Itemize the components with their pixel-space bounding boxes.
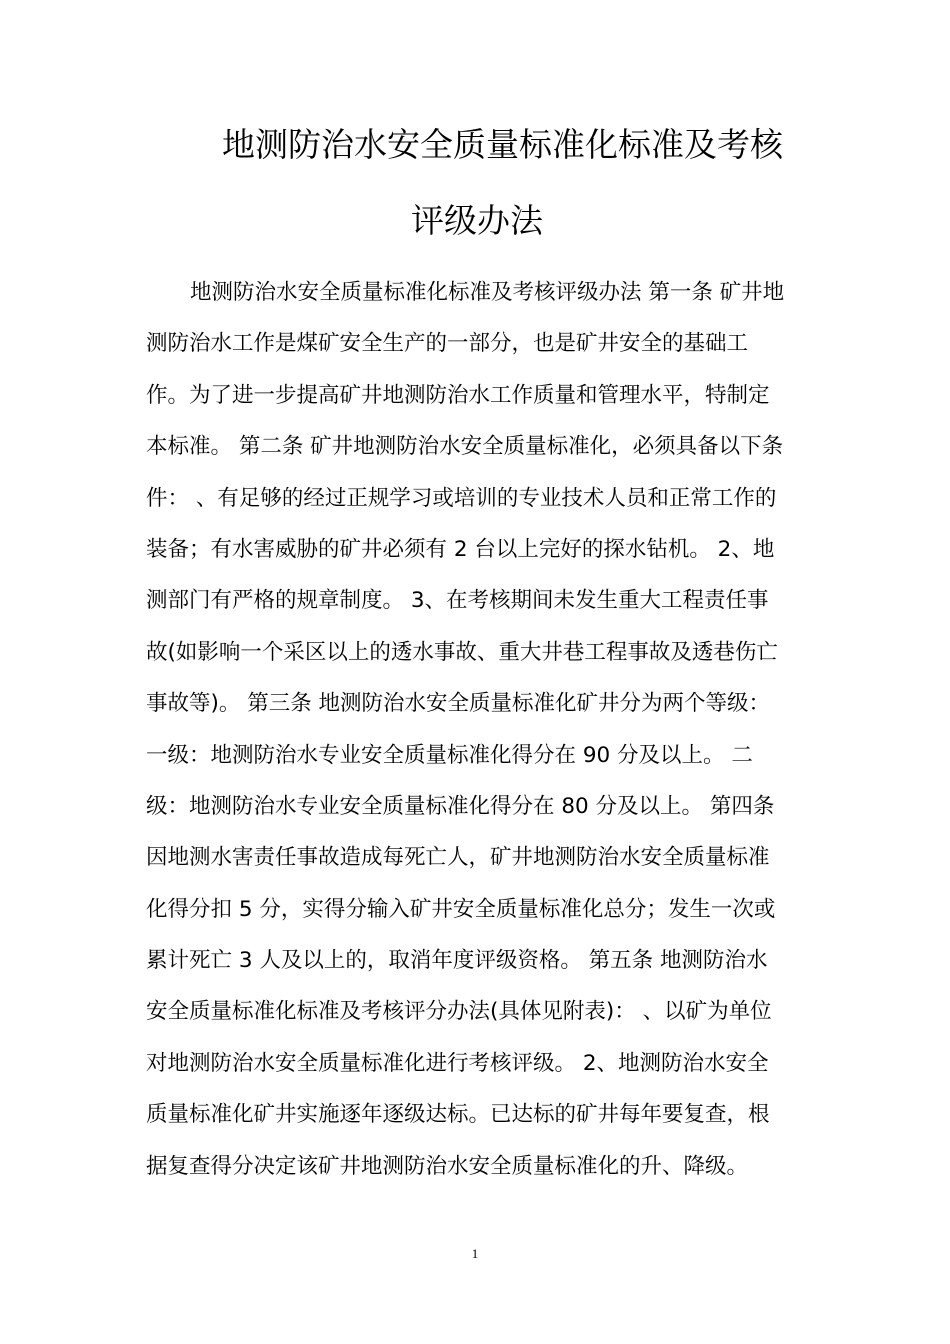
body-line: 故(如影响一个采区以上的透水事故、重大井巷工程事故及透巷伤亡 [146, 639, 778, 665]
body-line: 安全质量标准化标准及考核评分办法(具体见附表)： 、以矿为单位 [146, 999, 772, 1025]
body-line: 化得分扣 5 分，实得分输入矿井安全质量标准化总分；发生一次或 [146, 896, 776, 922]
body-line: 据复查得分决定该矿井地测防治水安全质量标准化的升、降级。 [146, 1153, 749, 1179]
body-line: 地测防治水安全质量标准化标准及考核评级办法 第一条 矿井地 [190, 280, 785, 305]
document-body [146, 271, 806, 1196]
page-number: 1 [471, 1246, 479, 1261]
body-line: 测防治水工作是煤矿安全生产的一部分，也是矿井安全的基础工 [146, 331, 749, 357]
body-line: 本标准。 第二条 矿井地测防治水安全质量标准化，必须具备以下条 [146, 434, 784, 460]
document-title-line-1: 地测防治水安全质量标准化标准及考核 [222, 125, 783, 164]
body-line: 级：地测防治水专业安全质量标准化得分在 80 分及以上。 第四条 [146, 793, 775, 819]
body-line: 累计死亡 3 人及以上的，取消年度评级资格。 第五条 地测防治水 [146, 948, 768, 974]
body-line: 一级：地测防治水专业安全质量标准化得分在 90 分及以上。 二 [146, 742, 753, 768]
document-title-line-2: 评级办法 [411, 201, 543, 240]
body-line: 装备；有水害威胁的矿井必须有 2 台以上完好的探水钻机。 2、地 [146, 536, 775, 562]
body-line: 作。为了进一步提高矿井地测防治水工作质量和管理水平，特制定 [146, 382, 770, 408]
body-line: 对地测防治水安全质量标准化进行考核评级。 2、地测防治水安全 [146, 1050, 769, 1076]
body-line: 测部门有严格的规章制度。 3、在考核期间未发生重大工程责任事 [146, 588, 769, 614]
body-line: 事故等)。 第三条 地测防治水安全质量标准化矿井分为两个等级： [146, 691, 771, 717]
body-line: 质量标准化矿井实施逐年逐级达标。已达标的矿井每年要复查，根 [146, 1102, 770, 1128]
body-line: 件： 、有足够的经过正规学习或培训的专业技术人员和正常工作的 [146, 485, 777, 511]
body-line: 因地测水害责任事故造成每死亡人，矿井地测防治水安全质量标准 [146, 845, 770, 871]
